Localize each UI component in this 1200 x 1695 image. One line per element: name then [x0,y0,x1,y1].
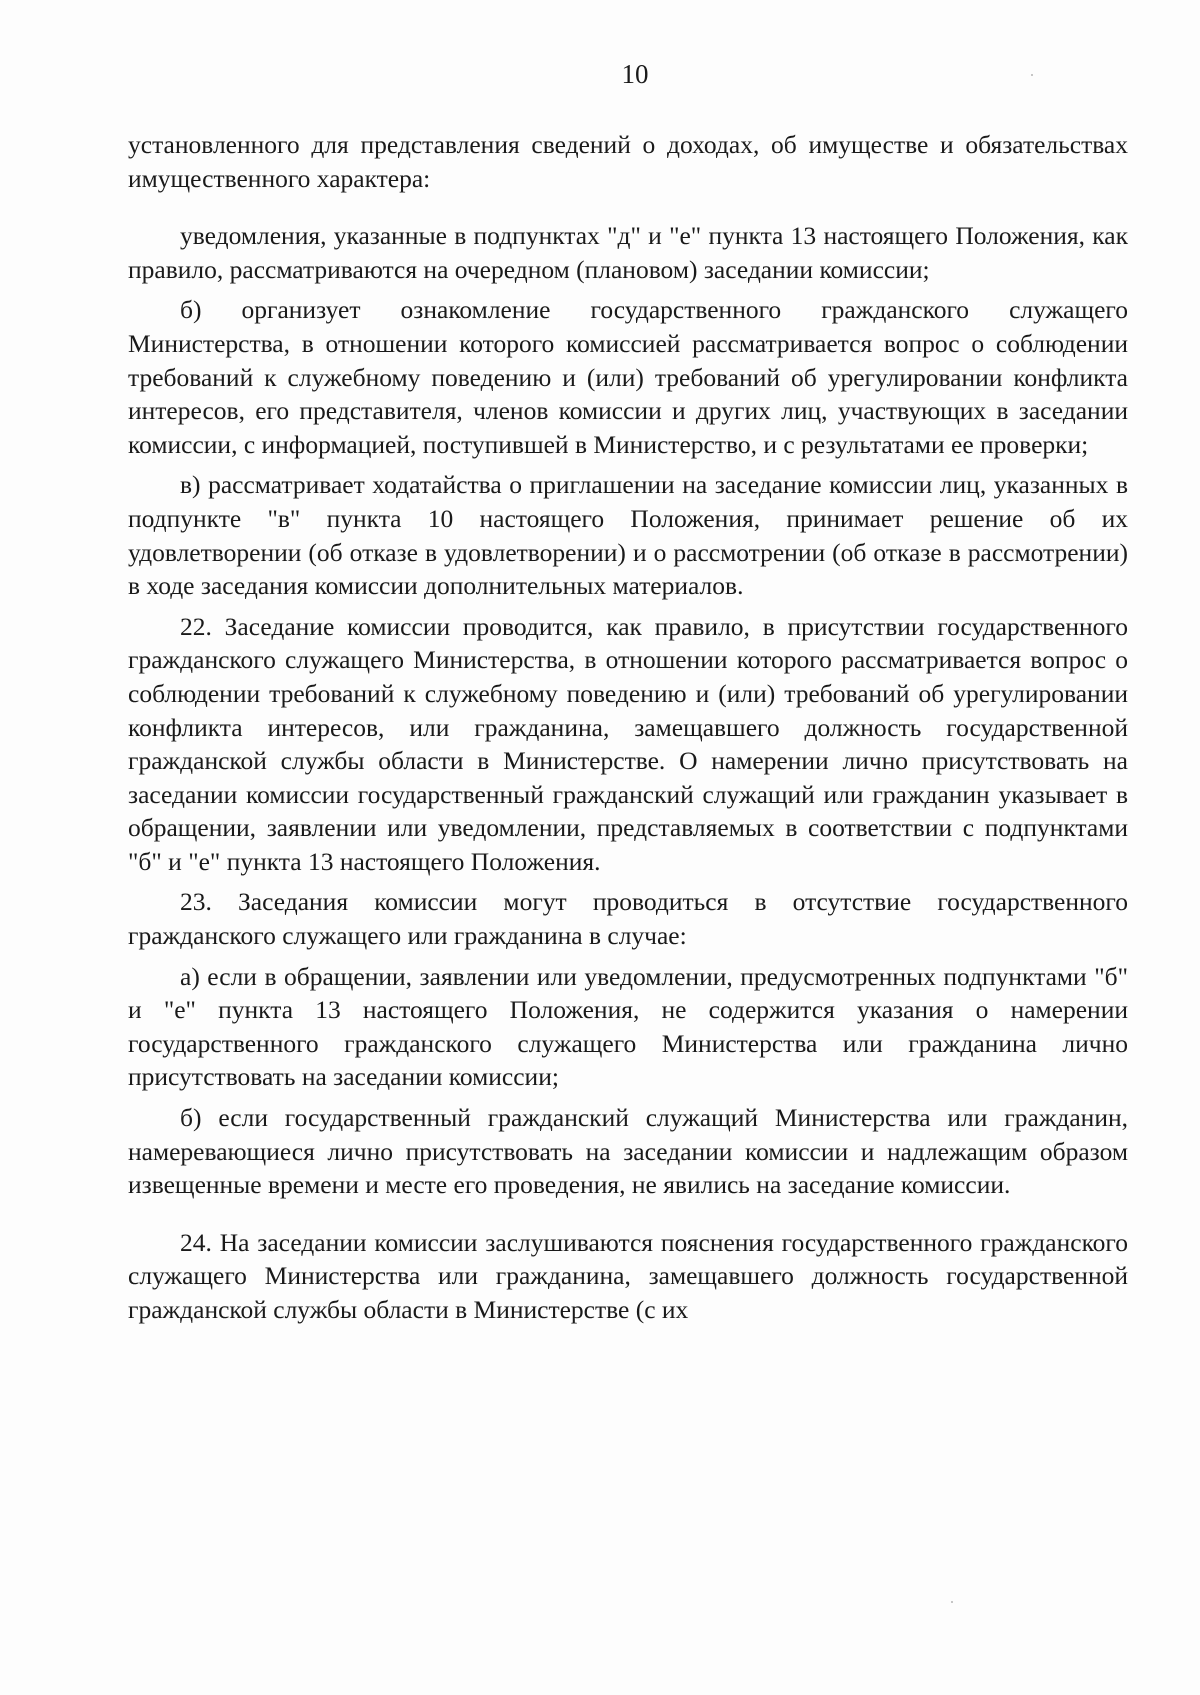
paragraph-item-v-petitions: в) рассматривает ходатайства о приглашении на заседание комиссии лиц, указанных в подпункте "в" пункта 10 настоящего Положения, принимает решение об их удовлетворении (об отказе в удовлетворении) и о рассмотрении (об отказе в рассмотрении) в ходе заседания комиссии дополнительных материалов. [128,470,1128,601]
paragraph-23-item-b: б) если государственный гражданский служащий Министерства или гражданин, намеревающиеся лично присутствовать на заседании комиссии и надлежащим образом извещенные времени и месте его проведения, не явились на заседание комиссии. [128,1103,1128,1200]
paragraph-23-item-a: а) если в обращении, заявлении или уведомлении, предусмотренных подпунктами "б" и "е" пункта 13 настоящего Положения, не содержится указания о намерении государственного гражданского служащего Министерства или гражданина лично присутствовать на заседании комиссии; [128,961,1128,1092]
scan-speck [951,1601,953,1603]
document-body [128,128,1128,1334]
scan-speck [1031,74,1033,76]
paragraph-notifications: уведомления, указанные в подпунктах "д" и "е" пункта 13 настоящего Положения, как правило, рассматриваются на очередном (плановом) заседании комиссии; [128,221,1128,284]
paragraph-24: 24. На заседании комиссии заслушиваются пояснения государственного гражданского служащего Министерства или гражданина, замещавшего должность государственной гражданской службы области в Министерстве (с их [128,1227,1128,1324]
paragraph-22: 22. Заседание комиссии проводится, как правило, в присутствии государственного гражданского служащего Министерства, в отношении которого рассматривается вопрос о соблюдении требований к служебному поведению и (или) требований об урегулировании конфликта интересов, или гражданина, замещавшего должность государственной гражданской службы области в Министерстве. О намерении лично присутствовать на заседании комиссии государственный гражданский служащий или гражданин указывает в обращении, заявлении или уведомлении, представляемых в соответствии с подпунктами "б" и "е" пункта 13 настоящего Положения. [128,611,1128,876]
paragraph-continuation: установленного для представления сведений о доходах, об имуществе и обязательствах имущественного характера: [128,130,1128,193]
page-number: 10 [621,59,649,89]
paragraph-item-b-familiarization: б) организует ознакомление государственного гражданского служащего Министерства, в отношении которого комиссией рассматривается вопрос о соблюдении требований к служебному поведению и (или) требований об урегулировании конфликта интересов, его представителя, членов комиссии и других лиц, участвующих в заседании комиссии, с информацией, поступившей в Министерство, и с результатами ее проверки; [128,295,1128,459]
paragraph-23: 23. Заседания комиссии могут проводиться в отсутствие государственного гражданского служащего или гражданина в случае: [128,887,1128,951]
